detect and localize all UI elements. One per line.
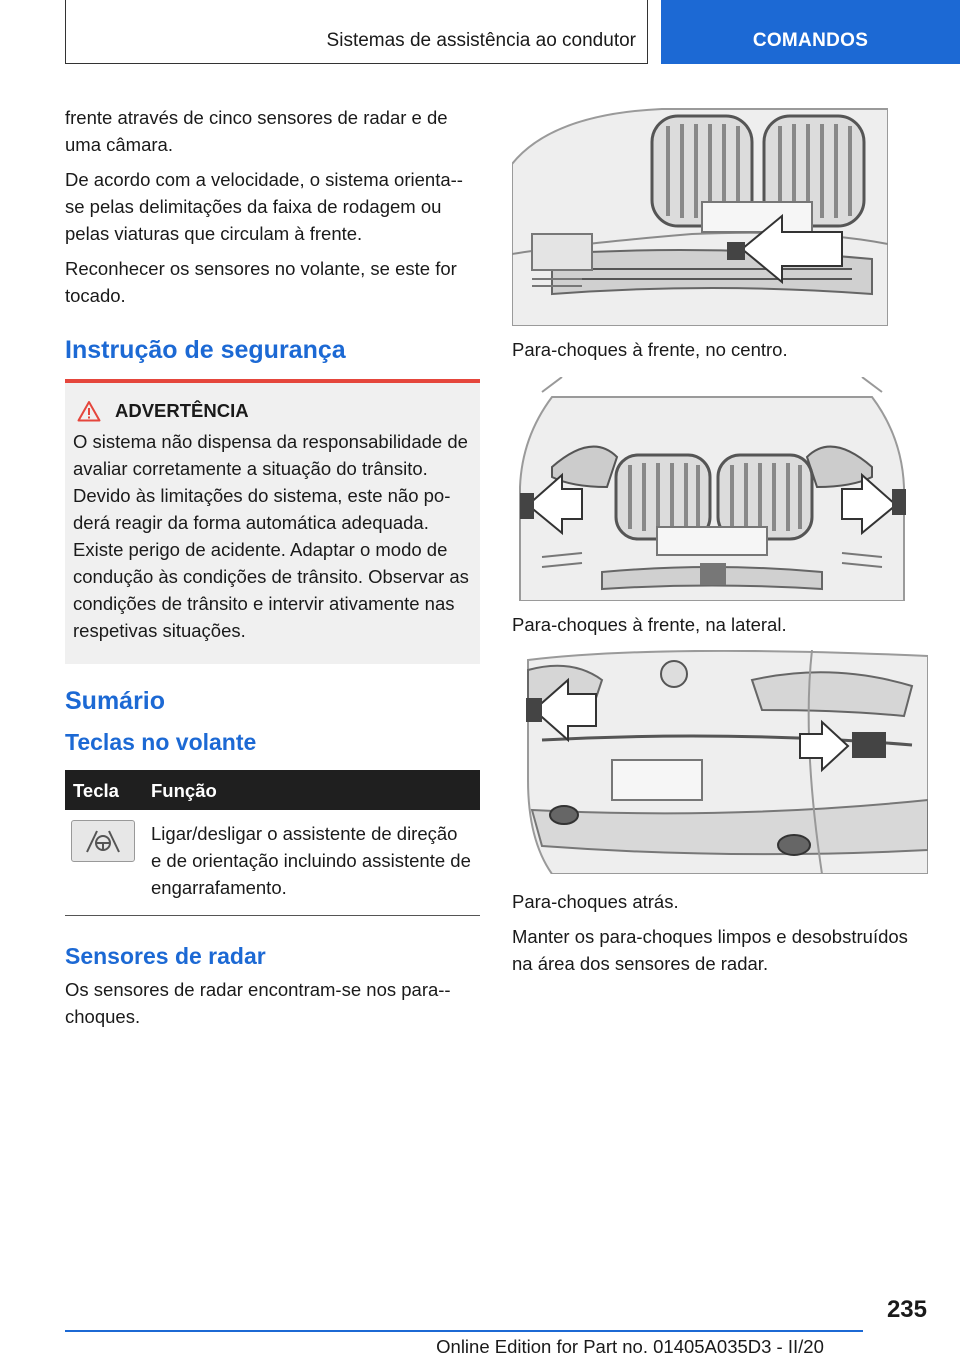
warning-box — [65, 383, 480, 664]
warning-title — [73, 397, 470, 424]
warning-triangle-icon — [77, 400, 101, 422]
intro-paragraph: frente através de cinco sensores de radar e de uma câmara. — [65, 107, 448, 155]
radar-text: Os sensores de radar encontram-se nos para--choques. — [65, 979, 451, 1027]
steering-assist-button[interactable] — [71, 820, 135, 862]
safety-heading: Instrução de segurança — [65, 336, 346, 364]
warning-label: ADVERTÊNCIA — [115, 400, 249, 421]
rear-bumper-figure — [512, 650, 928, 874]
figure-caption: Para-choques atrás. — [512, 891, 679, 912]
function-cell: Ligar/desligar o assistente de direção e de orientação incluindo assistente de engarrafamento. — [143, 810, 480, 916]
left-column — [65, 104, 480, 1038]
radar-heading: Sensores de radar — [65, 943, 266, 969]
footer-edition: Online Edition for Part no. 01405A035D3 - II/20 — [436, 1336, 824, 1357]
figure-caption: Para-choques à frente, no centro. — [512, 339, 788, 360]
col-key-header: Tecla — [65, 770, 143, 810]
closing-paragraph: Manter os para-choques limpos e desobstruídos na área dos sensores de radar. — [512, 926, 908, 974]
right-column — [512, 104, 928, 985]
intro-paragraph: Reconhecer os sensores no volante, se este for tocado. — [65, 258, 457, 306]
keys-table — [65, 770, 480, 916]
section-title: Sistemas de assistência ao condutor — [326, 30, 636, 51]
warning-text: O sistema não dispensa da responsabilidade de avaliar corretamente a situação do trânsito. Devido às limitações do sistema, este não po-derá reagir da forma automática adequada. Existe perigo de acidente. Adaptar o modo de condução às condições de trânsito. Observar as condições de trânsito e intervir ativamente nas respetivas situações. — [73, 431, 469, 641]
front-bumper-center-figure — [512, 104, 888, 326]
keys-heading: Teclas no volante — [65, 729, 257, 755]
table-row — [65, 810, 480, 916]
chapter-tab[interactable]: COMANDOS — [661, 0, 960, 64]
steering-assist-icon — [83, 828, 123, 854]
page-number: 235 — [886, 1296, 927, 1323]
key-cell — [65, 810, 143, 916]
col-function-header: Função — [143, 770, 480, 810]
front-bumper-lateral-figure — [512, 377, 912, 601]
intro-paragraph: De acordo com a velocidade, o sistema orienta--se pelas delimitações da faixa de rodagem ou pelas viaturas que circulam à frente. — [65, 169, 463, 244]
figure-caption: Para-choques à frente, na lateral. — [512, 614, 787, 635]
summary-heading: Sumário — [65, 687, 166, 715]
